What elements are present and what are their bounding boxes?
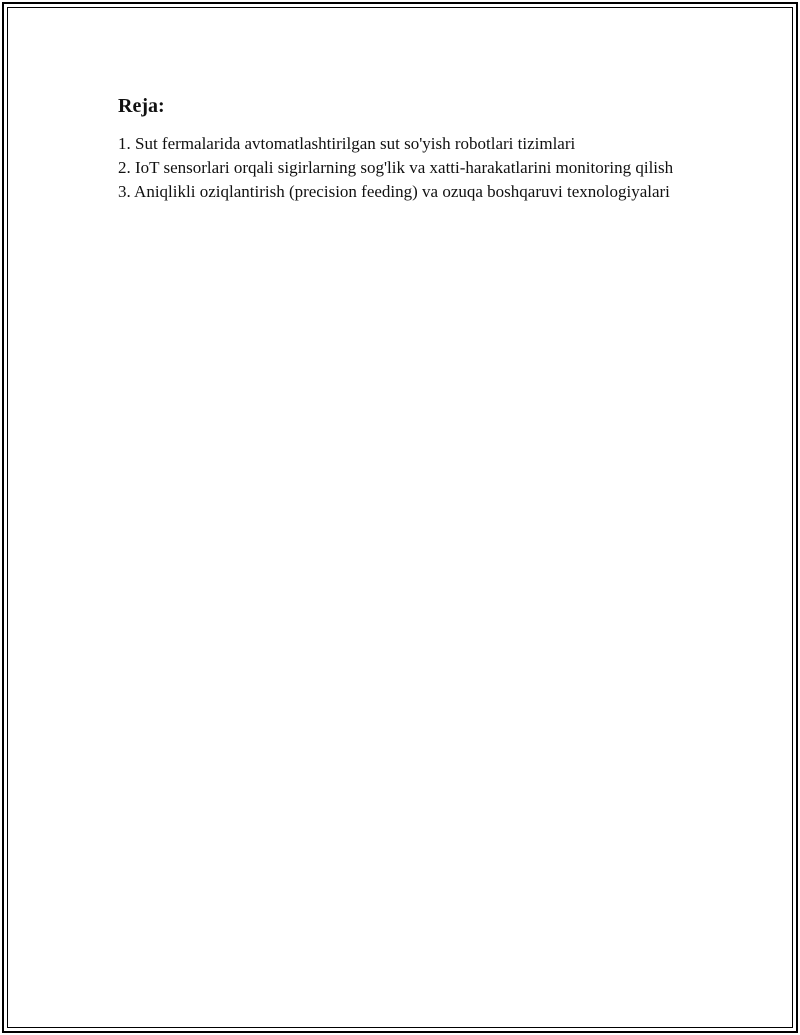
plan-item-3: 3. Aniqlikli oziqlantirish (precision feeding) va ozuqa boshqaruvi texnologiyalari: [118, 182, 670, 201]
plan-item-1: 1. Sut fermalarida avtomatlashtirilgan sut so'yish robotlari tizimlari: [118, 134, 576, 153]
document-content: [118, 94, 698, 204]
plan-heading: Reja:: [118, 95, 165, 117]
plan-item-2: 2. IoT sensorlari orqali sigirlarning sog'lik va xatti-harakatlarini monitoring qilish: [118, 158, 674, 177]
plan-list: [118, 132, 698, 204]
